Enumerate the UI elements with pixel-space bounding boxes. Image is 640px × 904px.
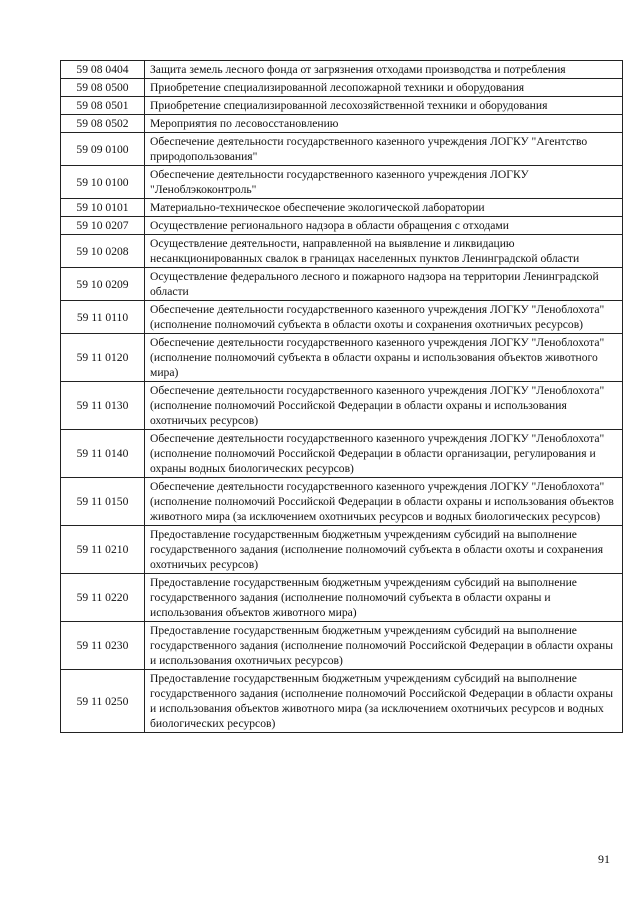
table-row xyxy=(61,79,623,97)
row-name: Обеспечение деятельности государственного казенного учреждения ЛОГКУ "Леноблохота" (исполнение полномочий Российской Федерации в области организации, регулирования и охраны водных биологических ресурсов) xyxy=(145,430,623,478)
row-code: 59 10 0101 xyxy=(61,199,145,217)
row-name: Осуществление регионального надзора в области обращения с отходами xyxy=(145,217,623,235)
table-row xyxy=(61,268,623,301)
row-code: 59 11 0120 xyxy=(61,334,145,382)
table-row xyxy=(61,97,623,115)
table-row xyxy=(61,61,623,79)
table-row xyxy=(61,217,623,235)
table-row xyxy=(61,199,623,217)
row-name: Обеспечение деятельности государственного казенного учреждения ЛОГКУ "Леноблохота" (исполнение полномочий Российской Федерации в области охраны и использования объектов животного мира (за исключением охотничьих ресурсов и водных биологических ресурсов) xyxy=(145,478,623,526)
row-code: 59 09 0100 xyxy=(61,133,145,166)
row-code: 59 11 0140 xyxy=(61,430,145,478)
row-code: 59 10 0208 xyxy=(61,235,145,268)
row-name: Обеспечение деятельности государственного казенного учреждения ЛОГКУ "Леноблохота" (исполнение полномочий субъекта в области охраны и использования объектов животного мира) xyxy=(145,334,623,382)
table-row xyxy=(61,670,623,733)
table-row xyxy=(61,235,623,268)
table-row xyxy=(61,574,623,622)
row-code: 59 11 0110 xyxy=(61,301,145,334)
row-name: Материально-техническое обеспечение экологической лаборатории xyxy=(145,199,623,217)
row-name: Обеспечение деятельности государственного казенного учреждения ЛОГКУ "Леноблэкоконтроль" xyxy=(145,166,623,199)
row-name: Предоставление государственным бюджетным учреждениям субсидий на выполнение государственного задания (исполнение полномочий субъекта в области охраны и использования объектов животного мира) xyxy=(145,574,623,622)
row-code: 59 08 0500 xyxy=(61,79,145,97)
table-row xyxy=(61,301,623,334)
table-row xyxy=(61,526,623,574)
row-name: Приобретение специализированной лесопожарной техники и оборудования xyxy=(145,79,623,97)
row-code: 59 10 0100 xyxy=(61,166,145,199)
row-name: Защита земель лесного фонда от загрязнения отходами производства и потребления xyxy=(145,61,623,79)
table-row xyxy=(61,115,623,133)
row-code: 59 08 0404 xyxy=(61,61,145,79)
row-code: 59 11 0130 xyxy=(61,382,145,430)
row-name: Обеспечение деятельности государственного казенного учреждения ЛОГКУ "Леноблохота" (исполнение полномочий Российской Федерации в области охраны и использования охотничьих ресурсов) xyxy=(145,382,623,430)
row-name: Обеспечение деятельности государственного казенного учреждения ЛОГКУ "Агентство природопользования" xyxy=(145,133,623,166)
row-code: 59 11 0150 xyxy=(61,478,145,526)
row-code: 59 11 0250 xyxy=(61,670,145,733)
table-row xyxy=(61,430,623,478)
row-code: 59 11 0230 xyxy=(61,622,145,670)
row-code: 59 08 0502 xyxy=(61,115,145,133)
row-code: 59 11 0210 xyxy=(61,526,145,574)
page-number: 91 xyxy=(598,852,610,866)
row-name: Приобретение специализированной лесохозяйственной техники и оборудования xyxy=(145,97,623,115)
row-name: Предоставление государственным бюджетным учреждениям субсидий на выполнение государственного задания (исполнение полномочий Российской Федерации в области охраны и использования объектов животного мира (за исключением охотничьих ресурсов и водных биологических ресурсов) xyxy=(145,670,623,733)
row-name: Осуществление федерального лесного и пожарного надзора на территории Ленинградской области xyxy=(145,268,623,301)
table-row xyxy=(61,622,623,670)
table-row xyxy=(61,478,623,526)
row-code: 59 10 0209 xyxy=(61,268,145,301)
table-row xyxy=(61,133,623,166)
row-name: Мероприятия по лесовосстановлению xyxy=(145,115,623,133)
row-name: Предоставление государственным бюджетным учреждениям субсидий на выполнение государственного задания (исполнение полномочий Российской Федерации в области охраны и использования охотничьих ресурсов) xyxy=(145,622,623,670)
row-name: Предоставление государственным бюджетным учреждениям субсидий на выполнение государственного задания (исполнение полномочий субъекта в области охоты и сохранения охотничьих ресурсов) xyxy=(145,526,623,574)
table-row xyxy=(61,334,623,382)
row-code: 59 10 0207 xyxy=(61,217,145,235)
row-code: 59 08 0501 xyxy=(61,97,145,115)
row-name: Обеспечение деятельности государственного казенного учреждения ЛОГКУ "Леноблохота" (исполнение полномочий субъекта в области охоты и сохранения охотничьих ресурсов) xyxy=(145,301,623,334)
row-code: 59 11 0220 xyxy=(61,574,145,622)
table-row xyxy=(61,382,623,430)
table-row xyxy=(61,166,623,199)
budget-classification-table xyxy=(60,60,623,733)
row-name: Осуществление деятельности, направленной на выявление и ликвидацию несанкционированных свалок в границах населенных пунктов Ленинградской области xyxy=(145,235,623,268)
